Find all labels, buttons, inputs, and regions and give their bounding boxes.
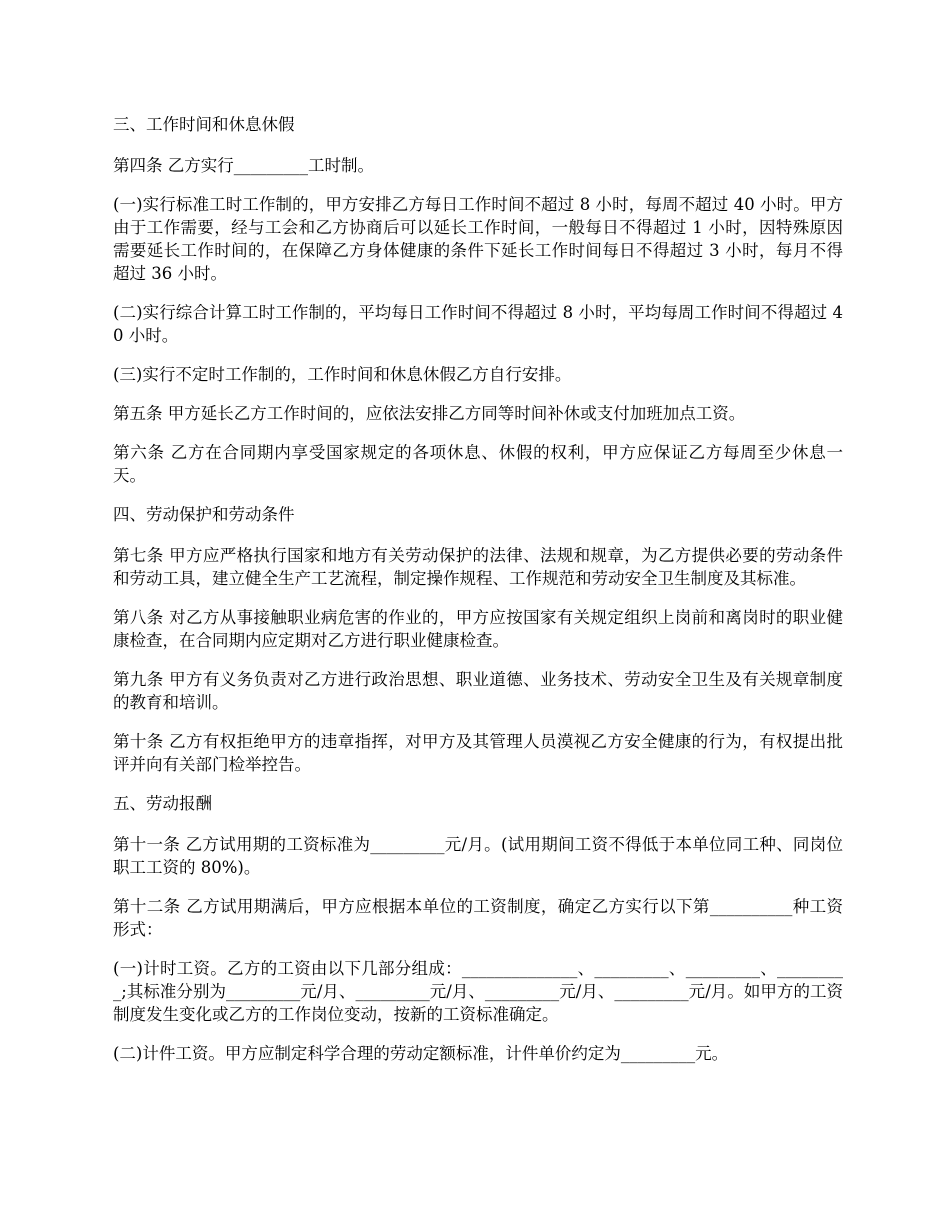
article-6: 第六条 乙方在合同期内享受国家规定的各项休息、休假的权利，甲方应保证乙方每周至少休息一天。 [113,443,843,485]
section-heading-remuneration: 五、劳动报酬 [113,794,212,813]
article-10: 第十条 乙方有权拒绝甲方的违章指挥，对甲方及其管理人员漠视乙方安全健康的行为，有权提出批评并向有关部门检举控告。 [113,732,843,774]
article-9: 第九条 甲方有义务负责对乙方进行政治思想、职业道德、业务技术、劳动安全卫生及有关规章制度的教育和培训。 [113,670,843,712]
article-8: 第八条 对乙方从事接触职业病危害的作业的，甲方应按国家有关规定组织上岗前和离岗时的职业健康检查，在合同期内应定期对乙方进行职业健康检查。 [113,608,843,650]
article-11: 第十一条 乙方试用期的工资标准为_________元/月。(试用期间工资不得低于本单位同工种、同岗位职工工资的 80%)。 [113,835,843,877]
clause-piece-wage: (二)计件工资。甲方应制定科学合理的劳动定额标准，计件单价约定为_________元。 [113,1044,729,1063]
article-5: 第五条 甲方延长乙方工作时间的，应依法安排乙方同等时间补休或支付加班加点工资。 [113,404,746,423]
section-heading-labor-protection: 四、劳动保护和劳动条件 [113,505,295,524]
article-4: 第四条 乙方实行_________工时制。 [113,156,374,175]
clause-standard-hours: (一)实行标准工时工作制的，甲方安排乙方每日工作时间不超过 8 小时，每周不超过 40 小时。甲方由于工作需要，经与工会和乙方协商后可以延长工作时间，一般每日不得超过 1 小时，因特殊原因需要延长工作时间的，在保障乙方身体健康的条件下延长工作时间每日不得超过 3 小时，每月不得超过 36 小时。 [113,195,843,283]
document-page [113,113,843,1081]
article-7: 第七条 甲方应严格执行国家和地方有关劳动保护的法律、法规和规章，为乙方提供必要的劳动条件和劳动工具，建立健全生产工艺流程，制定操作规程、工作规范和劳动安全卫生制度及其标准。 [113,546,843,588]
clause-flexible-hours: (三)实行不定时工作制的，工作时间和休息休假乙方自行安排。 [113,365,572,384]
clause-comprehensive-hours: (二)实行综合计算工时工作制的，平均每日工作时间不得超过 8 小时，平均每周工作时间不得超过 40 小时。 [113,303,843,345]
article-12: 第十二条 乙方试用期满后，甲方应根据本单位的工资制度，确定乙方实行以下第__________种工资形式： [113,897,843,939]
clause-time-wage: (一)计时工资。乙方的工资由以下几部分组成：______________、_________、_________、_________;其标准分别为_________元/月、_________元/月、_________元/月、_________元/月。如甲方的工资制度发生变化或乙方的工作岗位变动，按新的工资标准确定。 [113,959,843,1024]
section-heading-work-hours: 三、工作时间和休息休假 [113,115,295,134]
